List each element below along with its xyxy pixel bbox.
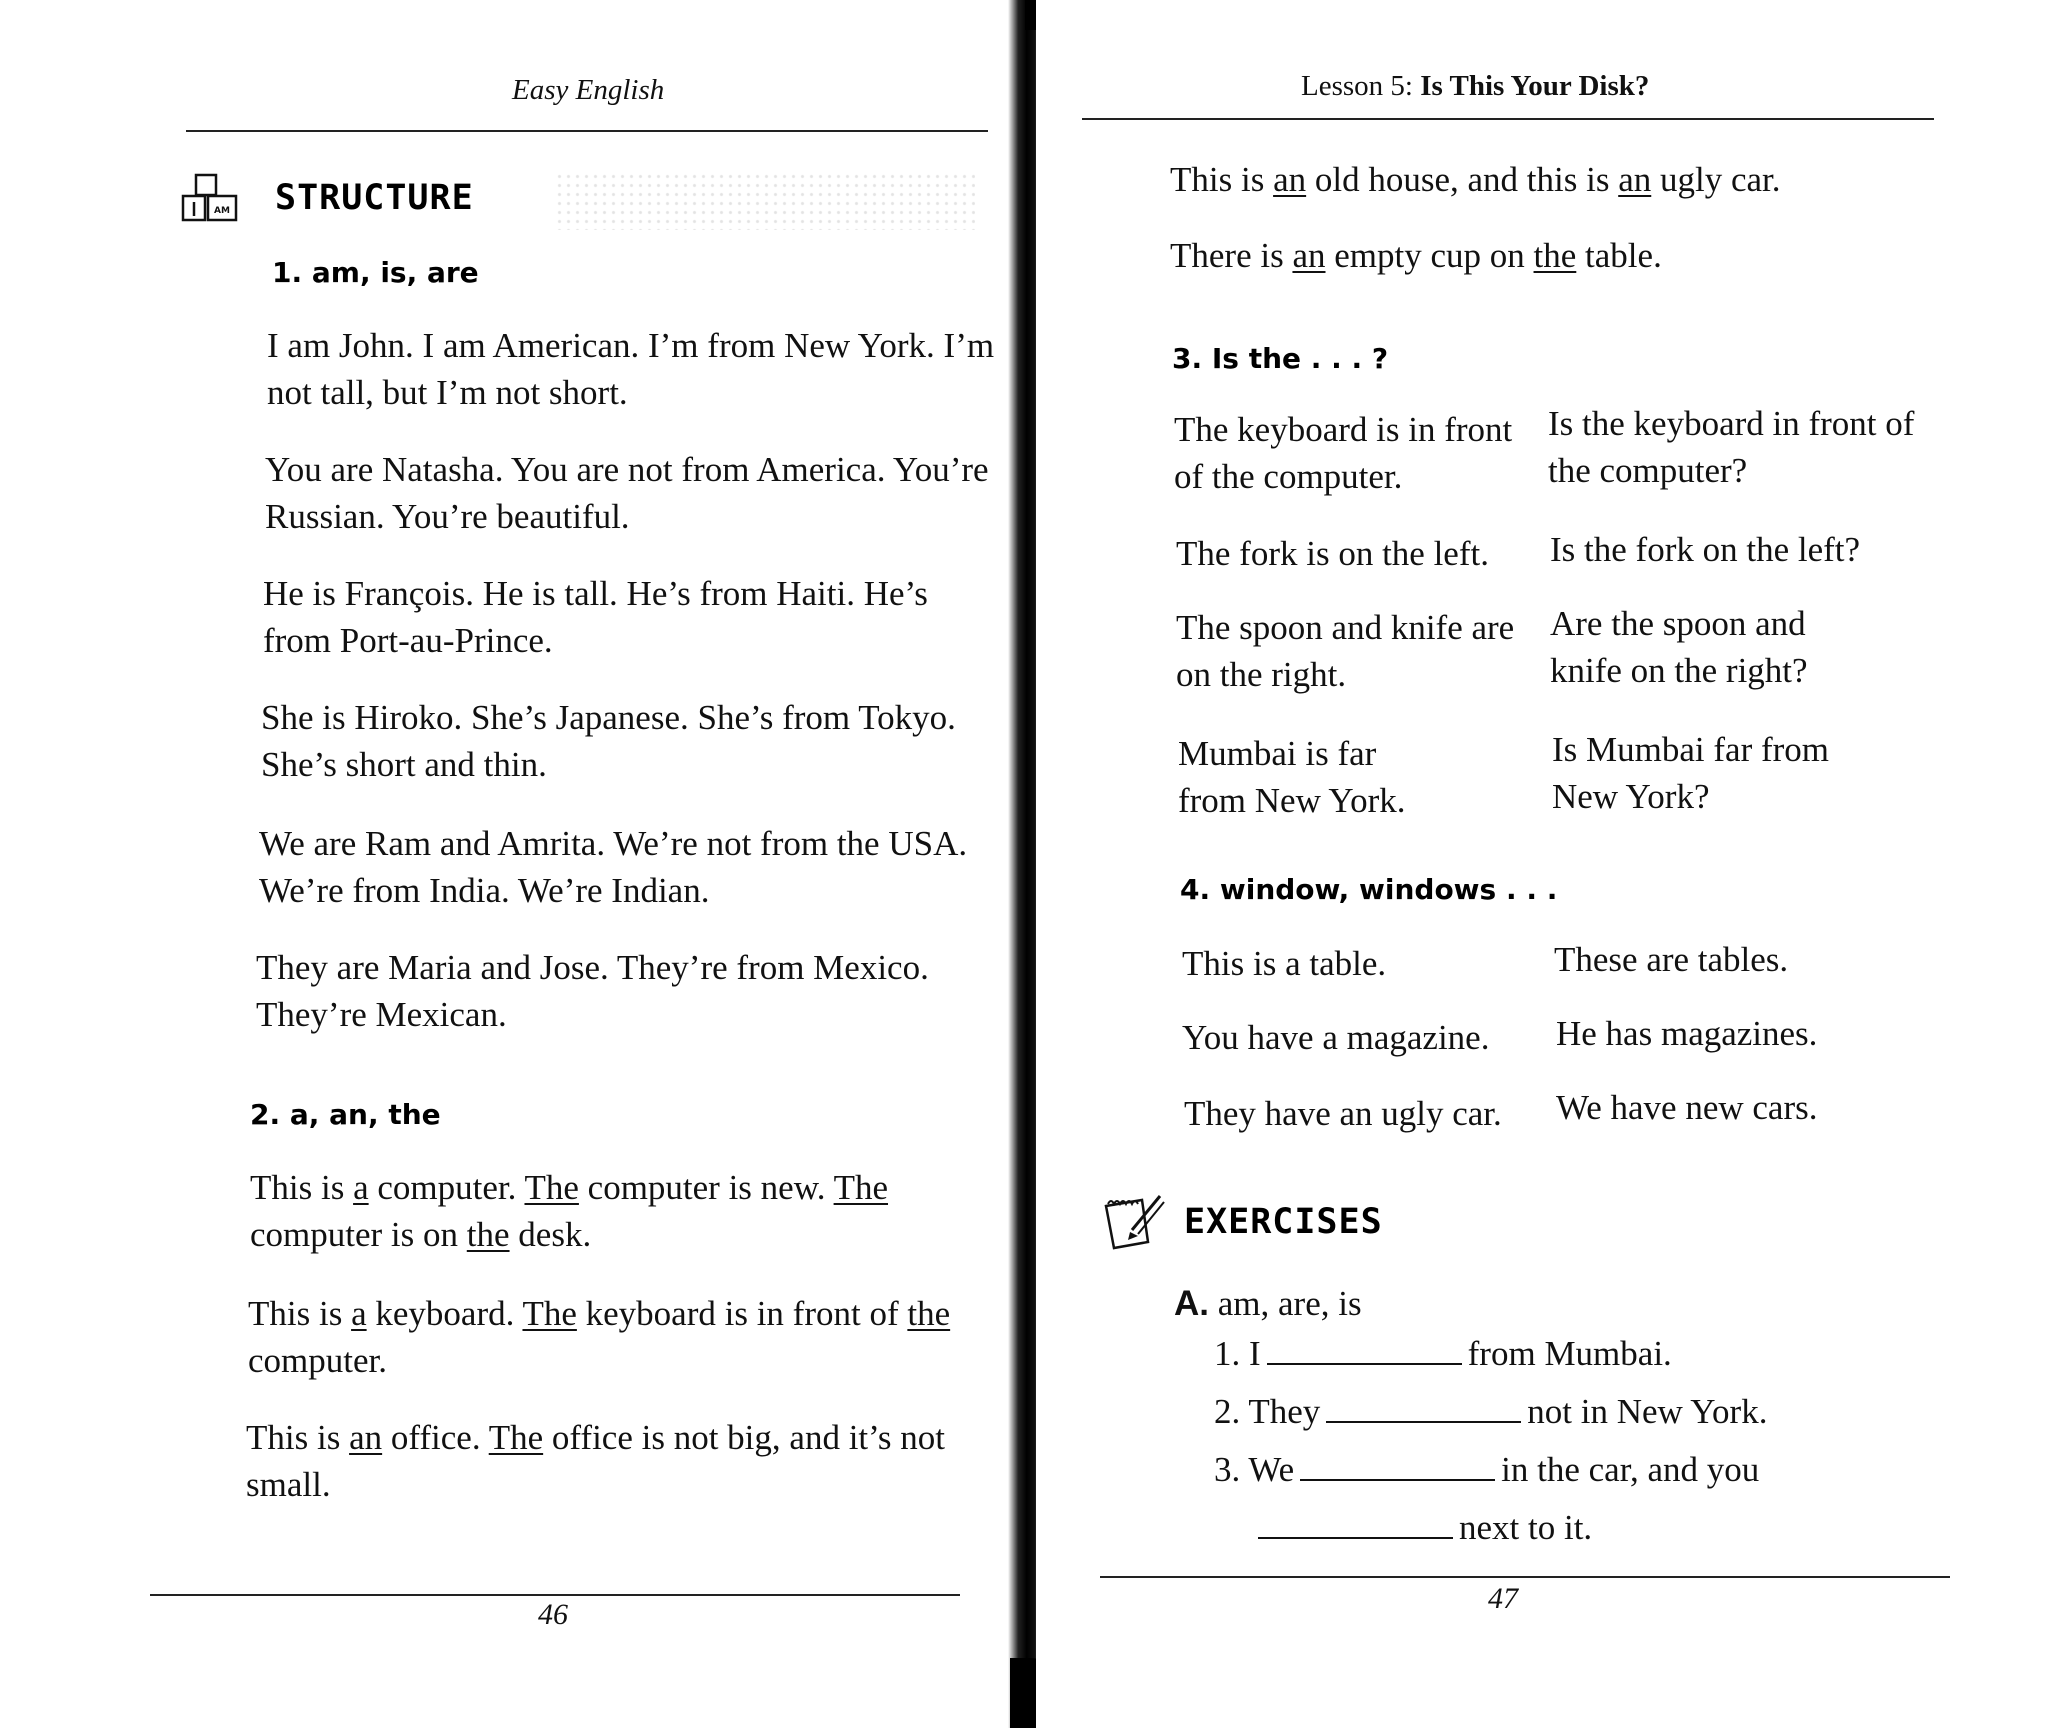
right-page	[1036, 0, 2048, 1728]
paragraph-keyboard	[248, 1290, 988, 1384]
notepad-pencil-icon	[1102, 1190, 1168, 1257]
paragraph-hiroko: She is Hiroko. She’s Japanese. She’s from Tokyo. She’s short and thin.	[261, 698, 956, 784]
left-running-head: Easy English	[512, 74, 665, 106]
subsection-4-title: 4. window, windows . . .	[1180, 873, 1558, 906]
item-before: We	[1248, 1450, 1295, 1489]
structure-title: STRUCTURE	[275, 178, 474, 218]
exercise-item-2	[1214, 1388, 1767, 1435]
exercise-item-3-continued	[1258, 1504, 1592, 1551]
text: This is	[246, 1418, 350, 1457]
text: desk.	[509, 1215, 592, 1254]
article-underlined: an	[349, 1418, 383, 1457]
text: table.	[1576, 236, 1662, 275]
question-fork: Is the fork on the left?	[1550, 530, 1861, 569]
scan-noise	[555, 172, 975, 230]
text: empty cup on	[1325, 236, 1534, 275]
singular-magazine: You have a magazine.	[1182, 1018, 1490, 1057]
item-after: from Mumbai.	[1467, 1334, 1672, 1373]
singular-ugly-car: They have an ugly car.	[1184, 1094, 1502, 1133]
text: This is	[250, 1168, 354, 1207]
answer-blank[interactable]	[1267, 1337, 1462, 1365]
text: computer is on	[250, 1215, 467, 1254]
statement-keyboard: The keyboard is in front of the computer.	[1174, 410, 1513, 496]
subsection-3-title: 3. Is the . . . ?	[1172, 342, 1389, 375]
article-underlined: an	[1292, 236, 1326, 275]
article-underlined: The	[522, 1294, 577, 1333]
item-after: not in New York.	[1527, 1392, 1768, 1431]
item-before: They	[1248, 1392, 1321, 1431]
text: computer.	[368, 1168, 525, 1207]
paragraph-john: I am John. I am American. I’m from New York. I’m not tall, but I’m not short.	[267, 326, 995, 412]
article-underlined: an	[1273, 160, 1307, 199]
article-underlined: The	[488, 1418, 544, 1457]
text: This is	[1170, 160, 1274, 199]
article-underlined: an	[1618, 160, 1652, 199]
plural-new-cars: We have new cars.	[1556, 1088, 1818, 1127]
text: old house, and this is	[1306, 160, 1619, 199]
article-underlined: the	[466, 1215, 510, 1254]
blocks-icon-label: AM	[214, 206, 230, 216]
exercise-a-prompt: am, are, is	[1217, 1284, 1362, 1323]
text: computer is new.	[578, 1168, 834, 1207]
article-underlined: The	[833, 1168, 889, 1207]
paragraph-old-house	[1170, 156, 1990, 203]
plural-tables: These are tables.	[1554, 940, 1789, 979]
text: This is	[248, 1294, 352, 1333]
item-continued: next to it.	[1459, 1508, 1593, 1547]
exercises-title: EXERCISES	[1184, 1202, 1383, 1242]
exercise-item-3	[1214, 1446, 1759, 1493]
text: keyboard.	[366, 1294, 523, 1333]
text: keyboard is in front of	[576, 1294, 908, 1333]
item-after: in the car, and you	[1501, 1450, 1760, 1489]
item-number: 2.	[1214, 1392, 1241, 1431]
lesson-label: Lesson 5:	[1301, 70, 1421, 102]
text: There is	[1170, 236, 1293, 275]
left-footer-rule	[150, 1594, 960, 1596]
exercise-item-1	[1214, 1330, 1672, 1377]
left-header-rule	[186, 130, 988, 132]
answer-blank[interactable]	[1326, 1395, 1521, 1423]
right-running-head	[1301, 70, 1649, 103]
article-underlined: the	[907, 1294, 951, 1333]
blocks-icon	[180, 172, 242, 229]
question-mumbai: Is Mumbai far from New York?	[1552, 730, 1830, 816]
article-underlined: a	[351, 1294, 367, 1333]
article-underlined: The	[524, 1168, 579, 1207]
article-underlined: a	[353, 1168, 369, 1207]
item-number: 1.	[1214, 1334, 1241, 1373]
lesson-title: Is This Your Disk?	[1420, 70, 1650, 102]
singular-table: This is a table.	[1182, 944, 1387, 983]
plural-magazines: He has magazines.	[1556, 1014, 1818, 1053]
statement-fork: The fork is on the left.	[1176, 534, 1489, 573]
paragraph-maria-jose: They are Maria and Jose. They’re from Mexico. They’re Mexican.	[256, 948, 929, 1034]
paragraph-office	[246, 1414, 986, 1508]
statement-mumbai: Mumbai is far from New York.	[1178, 734, 1406, 820]
left-page	[0, 0, 1010, 1728]
paragraph-empty-cup	[1170, 232, 1990, 279]
exercise-a-heading	[1174, 1280, 1362, 1327]
paragraph-francois: He is François. He is tall. He’s from Haiti. He’s from Port-au-Prince.	[263, 574, 928, 660]
right-header-rule	[1082, 118, 1934, 120]
article-underlined: the	[1533, 236, 1577, 275]
subsection-2-title: 2. a, an, the	[250, 1098, 441, 1131]
paragraph-ram-amrita: We are Ram and Amrita. We’re not from the USA. We’re from India. We’re Indian.	[259, 824, 968, 910]
text: computer.	[248, 1341, 387, 1380]
exercise-a-letter: A.	[1174, 1284, 1209, 1323]
paragraph-computer	[250, 1164, 990, 1258]
item-before: I	[1249, 1334, 1261, 1373]
subsection-1-title: 1. am, is, are	[272, 256, 479, 289]
statement-spoon-knife: The spoon and knife are on the right.	[1176, 608, 1515, 694]
answer-blank[interactable]	[1258, 1511, 1453, 1539]
right-page-number: 47	[1488, 1582, 1518, 1615]
text: office.	[382, 1418, 489, 1457]
text: office is not big, and it’s not small.	[246, 1418, 945, 1504]
question-keyboard: Is the keyboard in front of the computer?	[1548, 404, 1915, 490]
paragraph-natasha: You are Natasha. You are not from America. You’re Russian. You’re beautiful.	[265, 450, 989, 536]
item-number: 3.	[1214, 1450, 1241, 1489]
right-footer-rule	[1100, 1576, 1950, 1578]
left-page-number: 46	[538, 1598, 568, 1631]
answer-blank[interactable]	[1300, 1453, 1495, 1481]
text: ugly car.	[1651, 160, 1781, 199]
question-spoon-knife: Are the spoon and knife on the right?	[1550, 604, 1808, 690]
